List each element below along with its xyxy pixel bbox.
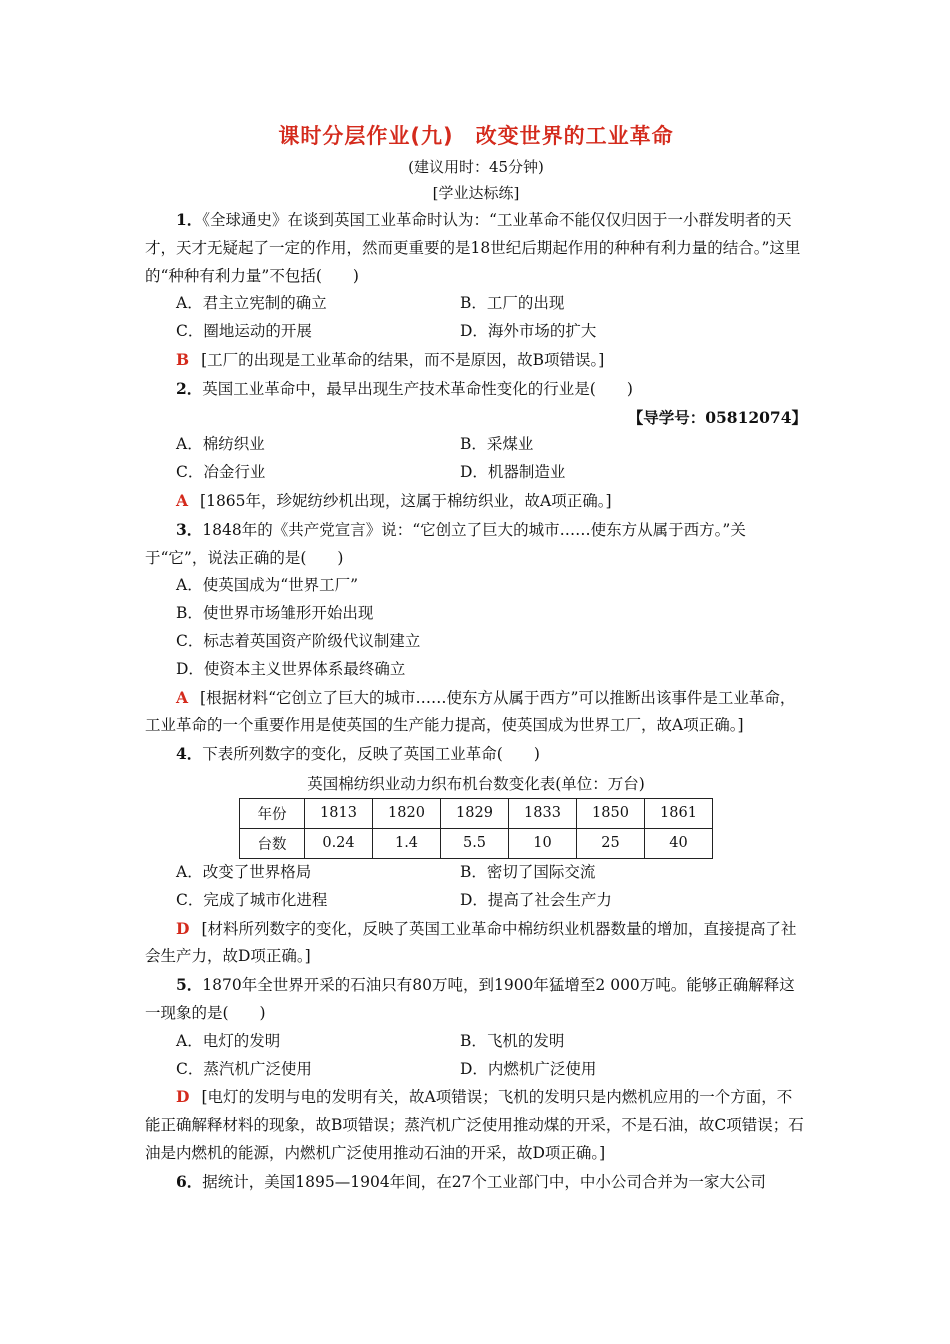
table-cell: 1813 [305,798,373,828]
question-text: 下表所列数字的变化，反映了英国工业革命( ) [202,745,540,764]
question-number: 4． [176,744,203,764]
question-number: 2． [176,378,203,398]
table-cell: 1833 [509,798,577,828]
question-text: 《全球通史》在谈到英国工业革命时认为：“工业革命不能仅仅归因于一小群发明者的天才，天才无疑起了一定的作用，然而更重要的是18世纪后期起作用的种种有利力量的结合。”这里的“种种有利力量”不包括( ) [145,211,801,285]
question-text: 1870年全世界开采的石油只有80万吨，到1900年猛增至2 000万吨。能够正确解释这一现象的是( ) [145,976,795,1022]
table-caption: 英国棉纺织业动力织布机台数变化表(单位：万台) [307,774,645,793]
option-b: B．密切了国际交流 [460,862,596,881]
answer-letter: D [176,918,190,938]
question-4 [145,740,807,769]
table-header-year: 年份 [240,798,305,828]
table-cell: 1.4 [373,828,441,858]
question-number: 5． [176,975,203,995]
option-c: C．圈地运动的开展 [176,322,312,341]
table-cell: 0.24 [305,828,373,858]
table-cell: 40 [645,828,713,858]
option-a: A．君主立宪制的确立 [176,294,327,313]
table-row [240,828,713,858]
option-d: D．机器制造业 [460,463,566,482]
table-header-count: 台数 [240,828,305,858]
option-b: B．飞机的发明 [460,1031,565,1050]
question-number: 1． [176,210,203,229]
table-cell: 5.5 [441,828,509,858]
table-cell: 1820 [373,798,441,828]
table-cell: 1829 [441,798,509,828]
table-cell: 1861 [645,798,713,828]
answer-explanation: [1865年，珍妮纺纱机出现，这属于棉纺织业，故A项正确。] [200,491,612,510]
answer-q4 [145,915,807,972]
question-3 [145,516,807,573]
question-2 [145,375,807,404]
table-cell: 10 [509,828,577,858]
option-d: D．使资本主义世界体系最终确立 [176,659,406,678]
answer-letter: B [176,349,190,369]
answer-q5 [145,1083,807,1167]
section-heading: [学业达标练] [432,184,520,202]
worksheet-page [145,120,807,1197]
option-a: A．改变了世界格局 [176,862,312,881]
guide-number: 【导学号：05812074】 [627,407,807,427]
option-c: C．蒸汽机广泛使用 [176,1059,312,1078]
question-number: 6． [176,1171,203,1191]
options-q1 [145,290,807,346]
option-b: B．工厂的出现 [460,294,565,313]
question-6 [145,1168,807,1197]
answer-explanation: [工厂的出现是工业革命的结果，而不是原因，故B项错误。] [201,350,605,369]
suggested-time: (建议用时：45分钟) [408,158,544,176]
option-b: B．采煤业 [460,435,534,454]
answer-explanation: [材料所列数字的变化，反映了英国工业革命中棉纺织业机器数量的增加，直接提高了社会生产力，故D项正确。] [145,919,797,966]
question-text: 英国工业革命中，最早出现生产技术革命性变化的行业是( ) [202,379,633,398]
options-q3 [145,572,807,683]
option-a: A．使英国成为“世界工厂” [176,576,359,595]
answer-letter: A [176,687,189,707]
options-q5 [145,1028,807,1084]
question-text: 1848年的《共产党宣言》说：“它创立了巨大的城市……使东方从属于西方。”关于“它”，说法正确的是( ) [145,520,746,567]
answer-q3 [145,684,807,741]
option-c: C．冶金行业 [176,463,266,482]
answer-explanation: [电灯的发明与电的发明有关，故A项错误；飞机的发明只是内燃机应用的一个方面，不能正确解释材料的现象，故B项错误；蒸汽机广泛使用推动煤的开采，不是石油，故C项错误；石油是内燃机的能源，内燃机广泛使用推动石油的开采，故D项正确。] [145,1088,804,1162]
loom-count-table [239,798,713,859]
question-5 [145,971,807,1028]
table-row [240,798,713,828]
table-cell: 25 [577,828,645,858]
option-d: D．海外市场的扩大 [460,322,597,341]
option-d: D．提高了社会生产力 [460,890,612,909]
answer-explanation: [根据材料“它创立了巨大的城市……使东方从属于西方”可以推断出该事件是工业革命，工业革命的一个重要作用是使英国的生产能力提高，使英国成为世界工厂，故A项正确。] [145,688,796,735]
option-a: A．棉纺织业 [176,435,265,454]
question-1 [145,206,807,290]
page-title: 课时分层作业(九) 改变世界的工业革命 [278,124,674,148]
option-c: C．完成了城市化进程 [176,890,328,909]
option-b: B．使世界市场雏形开始出现 [176,604,374,623]
table-cell: 1850 [577,798,645,828]
question-number: 3． [176,519,203,539]
options-q4 [145,859,807,915]
option-a: A．电灯的发明 [176,1031,281,1050]
question-text: 据统计，美国1895—1904年间，在27个工业部门中，中小公司合并为一家大公司 [202,1172,766,1191]
option-c: C．标志着英国资产阶级代议制建立 [176,631,421,650]
options-q2 [145,431,807,487]
answer-letter: A [176,490,189,510]
answer-q1 [145,346,807,375]
answer-letter: D [176,1087,190,1107]
answer-q2 [145,487,807,516]
option-d: D．内燃机广泛使用 [460,1059,597,1078]
